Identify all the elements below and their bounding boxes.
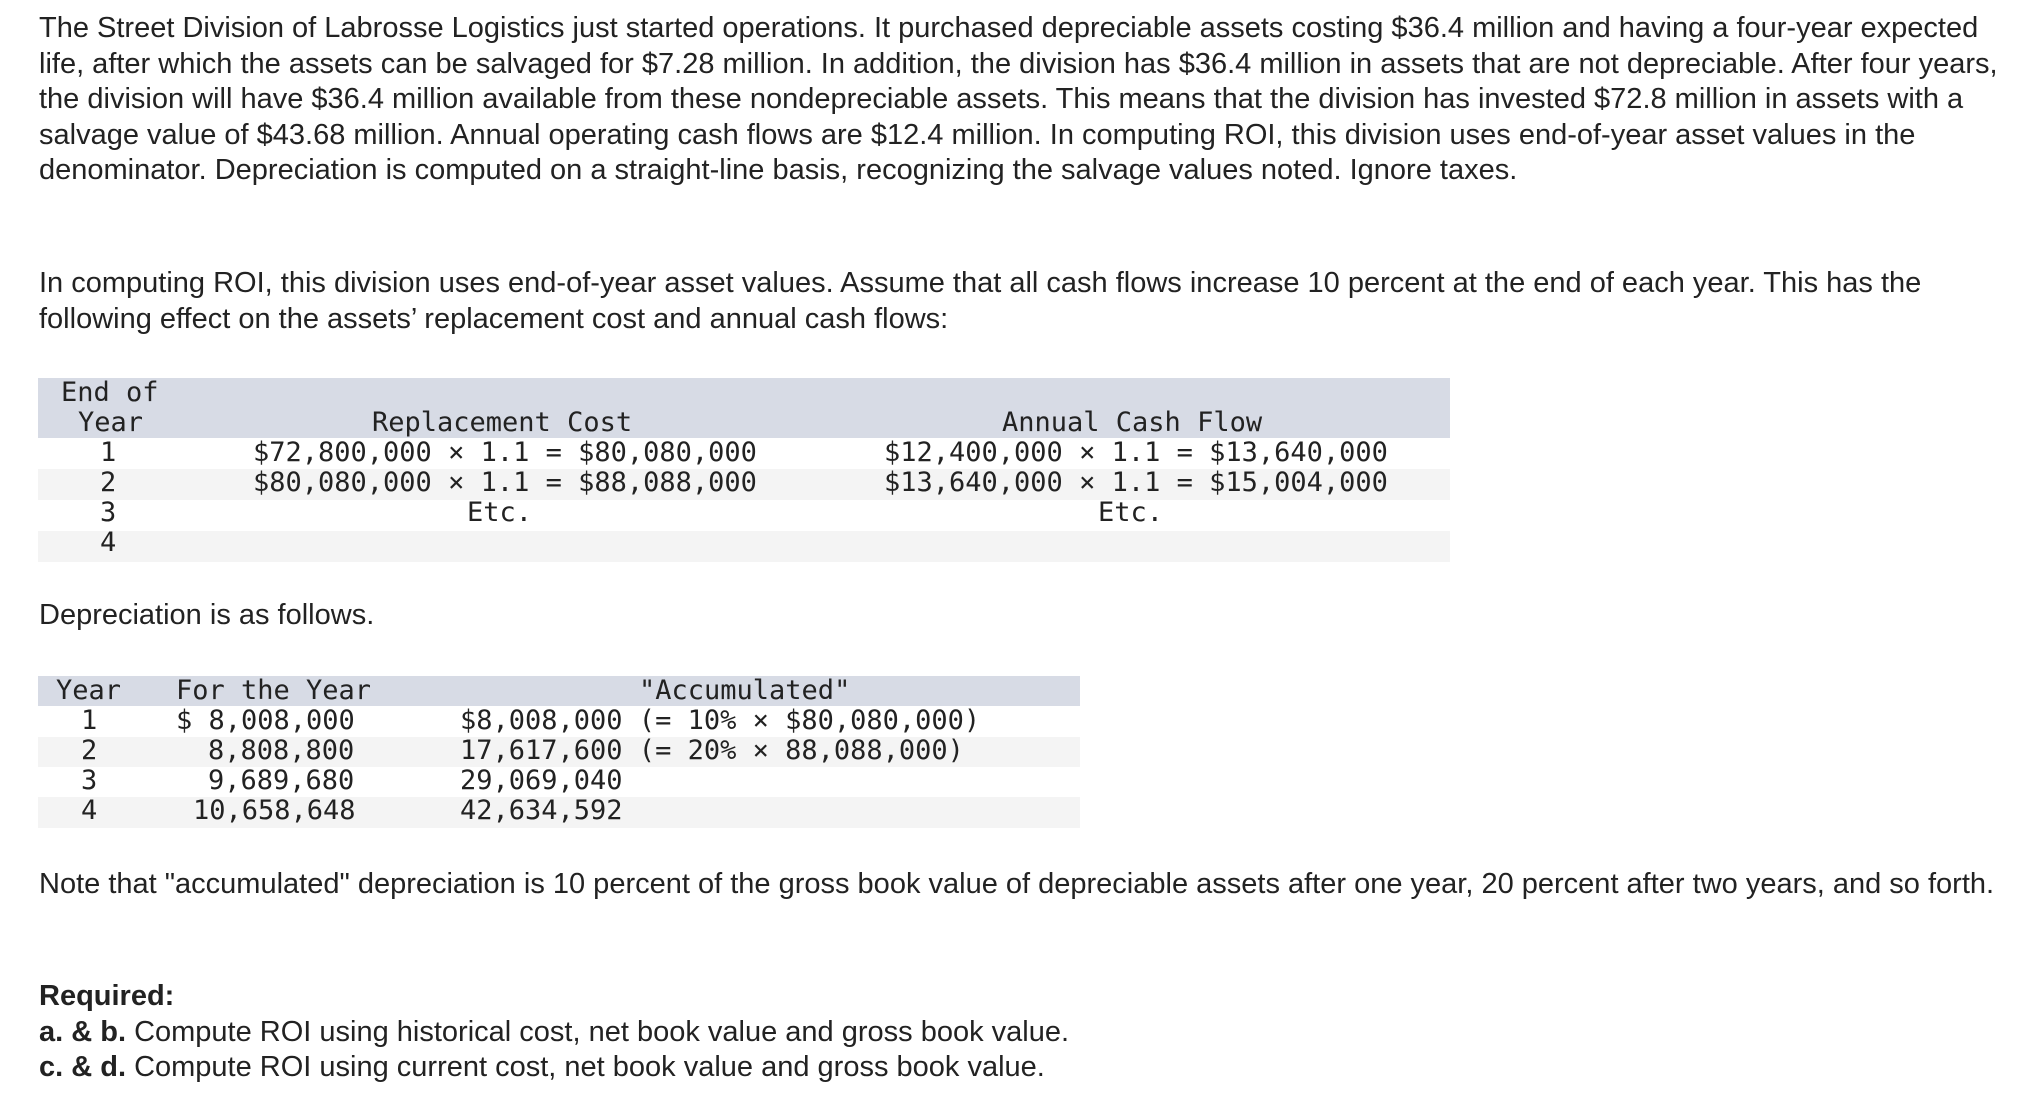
table-cell-year: 1 bbox=[81, 705, 98, 736]
required-item-label: c. & d. bbox=[39, 1051, 127, 1083]
table-cell-annual-cash-flow: $12,400,000 × 1.1 = $13,640,000 bbox=[884, 437, 1388, 468]
column-header-year-line2: Year bbox=[78, 407, 144, 438]
table-cell-year: 1 bbox=[100, 437, 117, 468]
table-cell-year: 3 bbox=[81, 765, 98, 796]
table-cell-year: 4 bbox=[100, 527, 117, 558]
table-cell-for-the-year: 10,658,648 bbox=[193, 795, 356, 826]
column-header-for-the-year: For the Year bbox=[176, 675, 372, 706]
table-cell-accumulated: 42,634,592 bbox=[460, 795, 623, 826]
replacement-cost-table bbox=[38, 378, 1450, 562]
column-header-annual-cash-flow: Annual Cash Flow bbox=[1002, 407, 1263, 438]
table-cell-annual-cash-flow: Etc. bbox=[1098, 497, 1164, 528]
table-cell-replacement-cost: Etc. bbox=[467, 497, 533, 528]
table-cell-replacement-cost: $80,080,000 × 1.1 = $88,088,000 bbox=[253, 467, 757, 498]
table-cell-accumulated: 17,617,600 (= 20% × 88,088,000) bbox=[460, 735, 964, 766]
table-cell-replacement-cost: $72,800,000 × 1.1 = $80,080,000 bbox=[253, 437, 757, 468]
table-cell-annual-cash-flow: $13,640,000 × 1.1 = $15,004,000 bbox=[884, 467, 1388, 498]
depreciation-intro-text: Depreciation is as follows. bbox=[39, 599, 375, 631]
table-cell-for-the-year: $ 8,008,000 bbox=[176, 705, 355, 736]
required-section bbox=[39, 979, 1069, 1086]
required-item bbox=[39, 1015, 1069, 1051]
table-cell-accumulated: $8,008,000 (= 10% × $80,080,000) bbox=[460, 705, 981, 736]
table-cell-year: 2 bbox=[100, 467, 117, 498]
table-cell-year: 3 bbox=[100, 497, 117, 528]
column-header-accumulated: "Accumulated" bbox=[639, 675, 851, 706]
required-item-text: Compute ROI using current cost, net book value and gross book value. bbox=[126, 1051, 1045, 1083]
required-heading: Required: bbox=[39, 980, 175, 1012]
required-item-label: a. & b. bbox=[39, 1015, 127, 1048]
table-cell-accumulated: 29,069,040 bbox=[460, 765, 623, 796]
column-header-year: Year bbox=[56, 675, 122, 706]
table-cell-year: 2 bbox=[81, 735, 98, 766]
required-item bbox=[39, 1050, 1069, 1086]
table-cell-for-the-year: 9,689,680 bbox=[208, 765, 355, 796]
table-row-band bbox=[38, 531, 1450, 562]
column-header-replacement-cost: Replacement Cost bbox=[372, 407, 633, 438]
table-cell-year: 4 bbox=[81, 795, 98, 826]
depreciation-table bbox=[38, 676, 1080, 828]
table-cell-for-the-year: 8,808,800 bbox=[208, 735, 355, 766]
column-header-year-line1: End of bbox=[61, 377, 159, 408]
assumption-paragraph: In computing ROI, this division uses end-of-year asset values. Assume that all cash flows increase 10 percent at the end of each year. This has the following effect on the assets’ replacement cost and annual cash flows: bbox=[39, 267, 1922, 335]
accumulated-note-paragraph: Note that "accumulated" depreciation is 10 percent of the gross book value of depreciable assets after one year, 20 percent after two years, and so forth. bbox=[39, 868, 1995, 900]
required-item-text: Compute ROI using historical cost, net book value and gross book value. bbox=[126, 1015, 1070, 1048]
problem-intro-paragraph: The Street Division of Labrosse Logistics just started operations. It purchased depreciable assets costing $36.4 million and having a four-year expected life, after which the assets can be salvaged for $7.28 million. In addition, the division has $36.4 million in assets that are not depreciable. After four years, the division will have $36.4 million available from these nondepreciable assets. This means that the division has invested $72.8 million in assets with a salvage value of $43.68 million. Annual operating cash flows are $12.4 million. In computing ROI, this division uses end-of-year asset values in the denominator. Depreciation is computed on a straight-line basis, recognizing the salvage values noted. Ignore taxes. bbox=[39, 12, 1998, 186]
